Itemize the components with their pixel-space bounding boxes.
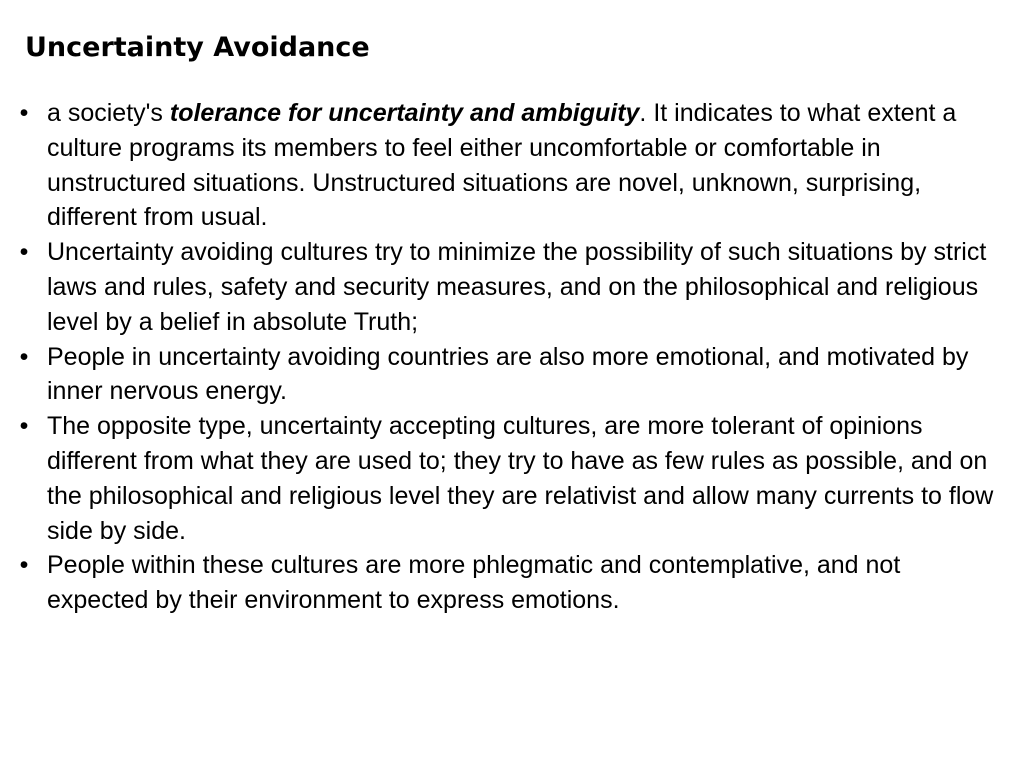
bullet-text: The opposite type, uncertainty accepting cultures, are more tolerant of opinions different from what they are used to; they try to have as few rules as possible, and on the philosophical and religious level they are relativist and allow many currents to flow side by side. — [47, 412, 994, 545]
bullet-icon: • — [19, 551, 29, 580]
bullet-icon: • — [19, 342, 29, 371]
slide-title: Uncertainty Avoidance — [25, 32, 370, 63]
bullet-list — [14, 96, 1004, 618]
bullet-icon: • — [19, 99, 29, 127]
bullet-text: Uncertainty avoiding cultures try to minimize the possibility of such situations by strict laws and rules, safety and security measures, and on the philosophical and religious level by a belief in absolute Truth; — [47, 238, 987, 336]
bullet-item-tolerance — [14, 96, 1004, 235]
bullet-icon: • — [19, 412, 29, 441]
bullet-text: People within these cultures are more phlegmatic and contemplative, and not expected by their environment to express emotions. — [47, 551, 901, 615]
bullet-text-emphasis: tolerance for uncertainty and ambiguity — [169, 99, 640, 127]
bullet-item-phlegmatic — [14, 548, 1004, 618]
bullet-icon: • — [19, 238, 29, 267]
bullet-item-avoiding-cultures — [14, 235, 1004, 339]
bullet-item-emotional — [14, 340, 1004, 410]
bullet-text: . It indicates to what extent a culture programs its members to feel either uncomfortable or comfortable in unstructured situations. Unstructured situations are novel, unknown, surprising, different from usual. — [47, 99, 957, 232]
bullet-text: People in uncertainty avoiding countries are also more emotional, and motivated by inner nervous energy. — [47, 342, 969, 406]
bullet-text-lead: a society's — [47, 99, 170, 127]
bullet-item-accepting-cultures — [14, 409, 1004, 548]
